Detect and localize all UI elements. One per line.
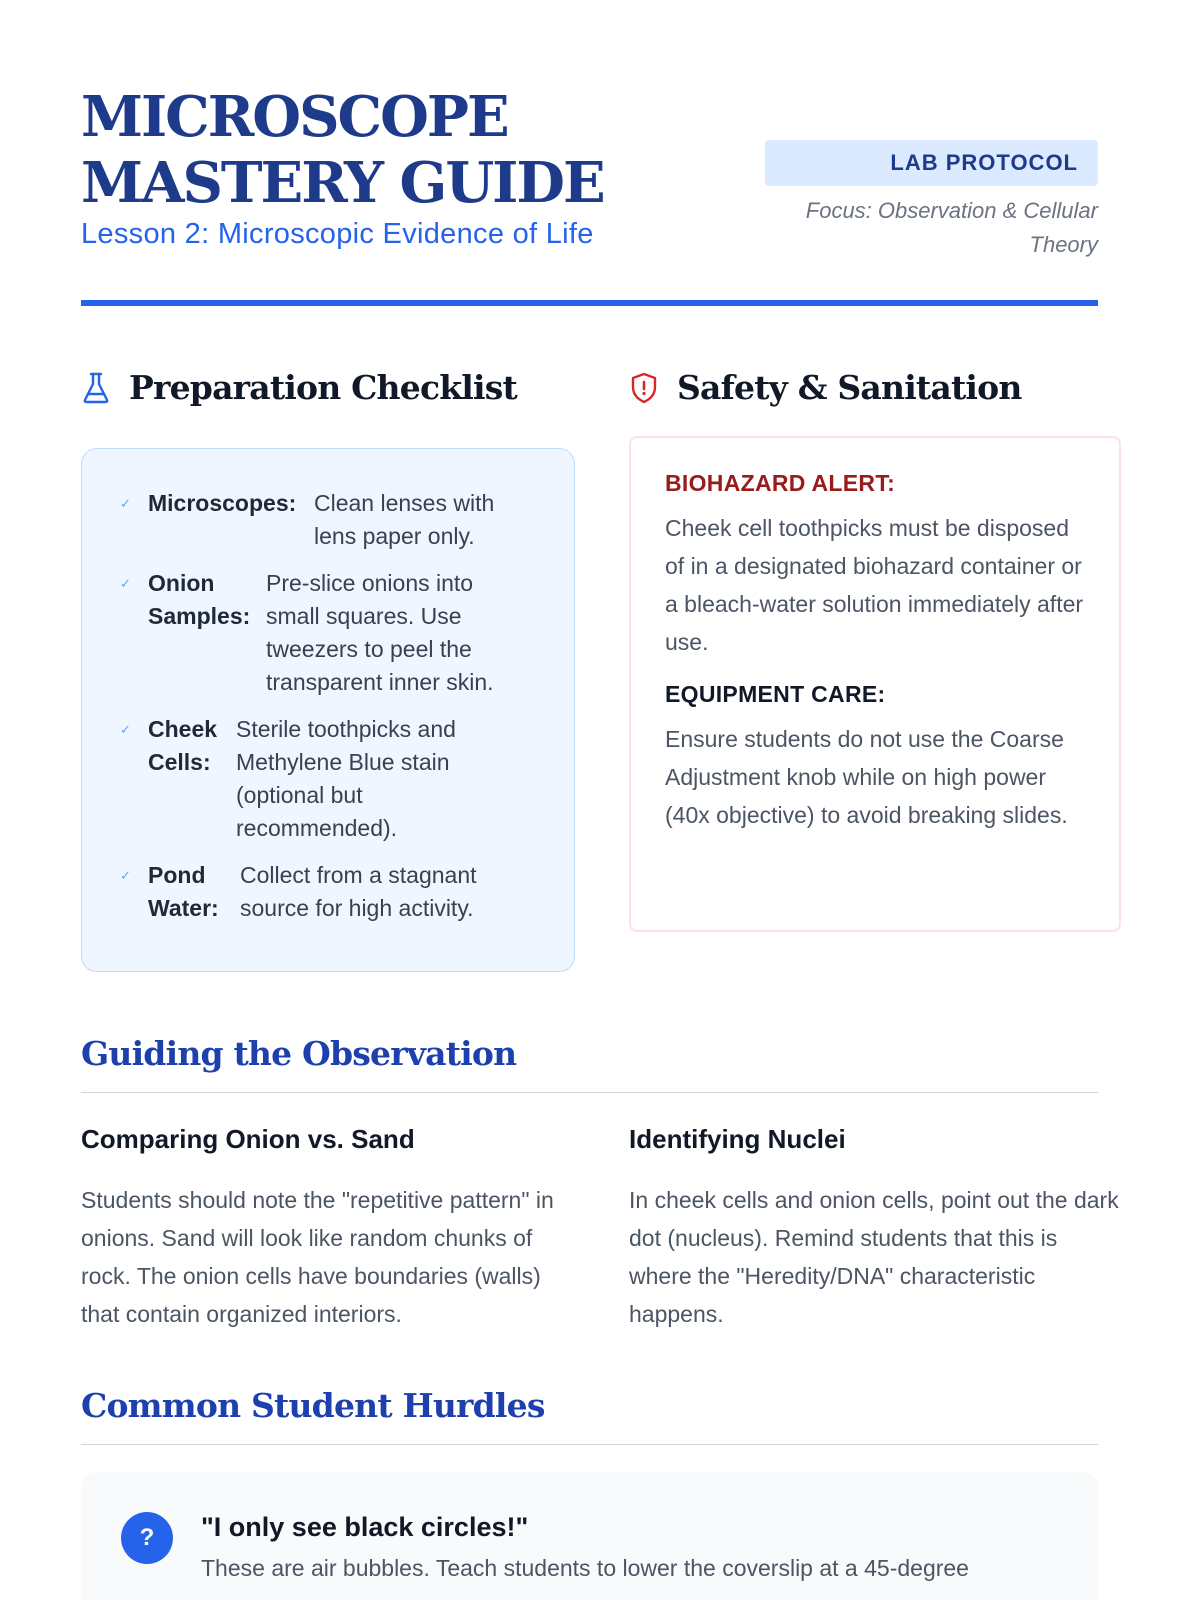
checklist-item	[120, 487, 544, 553]
nuclei-title: Identifying Nuclei	[629, 1124, 846, 1154]
onion-vs-sand-text: Students should note the "repetitive pattern" in onions. Sand will look like random chunks of rock. The onion cells have boundaries (walls) that contain organized interiors.	[81, 1187, 554, 1327]
nuclei-column	[629, 1124, 1123, 1333]
guiding-divider	[81, 1092, 1098, 1093]
shield-alert-icon	[629, 371, 659, 405]
lab-protocol-badge: LAB PROTOCOL	[765, 140, 1098, 186]
hurdle-answer: These are air bubbles. Teach students to lower the coverslip at a 45-degree	[201, 1555, 969, 1581]
flask-icon	[81, 371, 111, 405]
nuclei-text: In cheek cells and onion cells, point out the dark dot (nucleus). Remind students that this is where the "Heredity/DNA" characteristic happens.	[629, 1187, 1119, 1327]
checkmark-icon: ✓	[120, 722, 131, 737]
checklist-item	[120, 567, 544, 699]
preparation-heading-row	[81, 368, 517, 407]
checklist-panel	[81, 448, 575, 972]
checklist-item-label: Pond Water:	[148, 862, 219, 921]
safety-heading-row	[629, 368, 1022, 407]
hurdle-card	[81, 1472, 1098, 1600]
onion-vs-sand-column	[81, 1124, 575, 1333]
safety-panel	[629, 436, 1121, 932]
checklist-item-text: Sterile toothpicks and Methylene Blue stain (optional but recommended).	[236, 716, 456, 841]
biohazard-alert-text: Cheek cell toothpicks must be disposed of in a designated biohazard container or a bleach-water solution immediately after use.	[665, 515, 1084, 655]
hurdles-heading: Common Student Hurdles	[81, 1386, 545, 1425]
page-title: MICROSCOPE MASTERY GUIDE	[81, 84, 604, 216]
hurdles-section	[81, 1350, 1098, 1600]
header-divider	[81, 300, 1098, 306]
page-subtitle: Lesson 2: Microscopic Evidence of Life	[81, 218, 594, 250]
equipment-care-title: EQUIPMENT CARE:	[665, 681, 886, 707]
checkmark-icon: ✓	[120, 576, 131, 591]
biohazard-alert-title: BIOHAZARD ALERT:	[665, 470, 896, 496]
onion-vs-sand-title: Comparing Onion vs. Sand	[81, 1124, 415, 1154]
checklist-item-text: Pre-slice onions into small squares. Use tweezers to peel the transparent inner skin.	[266, 570, 494, 695]
checklist-item	[120, 713, 544, 845]
checklist-item-text: Clean lenses with lens paper only.	[314, 490, 495, 549]
checklist-item-label: Cheek Cells:	[148, 716, 218, 775]
equipment-care-text: Ensure students do not use the Coarse Adjustment knob while on high power (40x objective) to avoid breaking slides.	[665, 726, 1068, 828]
hurdle-question: "I only see black circles!"	[201, 1512, 529, 1542]
guiding-heading: Guiding the Observation	[81, 1034, 517, 1073]
guiding-section	[81, 1000, 1119, 1350]
checklist-item-label: Onion Samples:	[148, 570, 251, 629]
preparation-heading: Preparation Checklist	[129, 368, 517, 407]
hurdles-divider	[81, 1444, 1098, 1445]
focus-note: Focus: Observation & Cellular Theory	[805, 198, 1098, 257]
safety-heading: Safety & Sanitation	[677, 368, 1022, 407]
checkmark-icon: ✓	[120, 496, 131, 511]
checkmark-icon: ✓	[120, 868, 131, 883]
checklist-item-text: Collect from a stagnant source for high activity.	[240, 862, 477, 921]
checklist-item-label: Microscopes:	[148, 490, 297, 516]
top-sections	[81, 310, 1098, 1000]
checklist-item	[120, 859, 544, 925]
question-icon: ?	[121, 1512, 173, 1564]
header	[81, 0, 1098, 310]
